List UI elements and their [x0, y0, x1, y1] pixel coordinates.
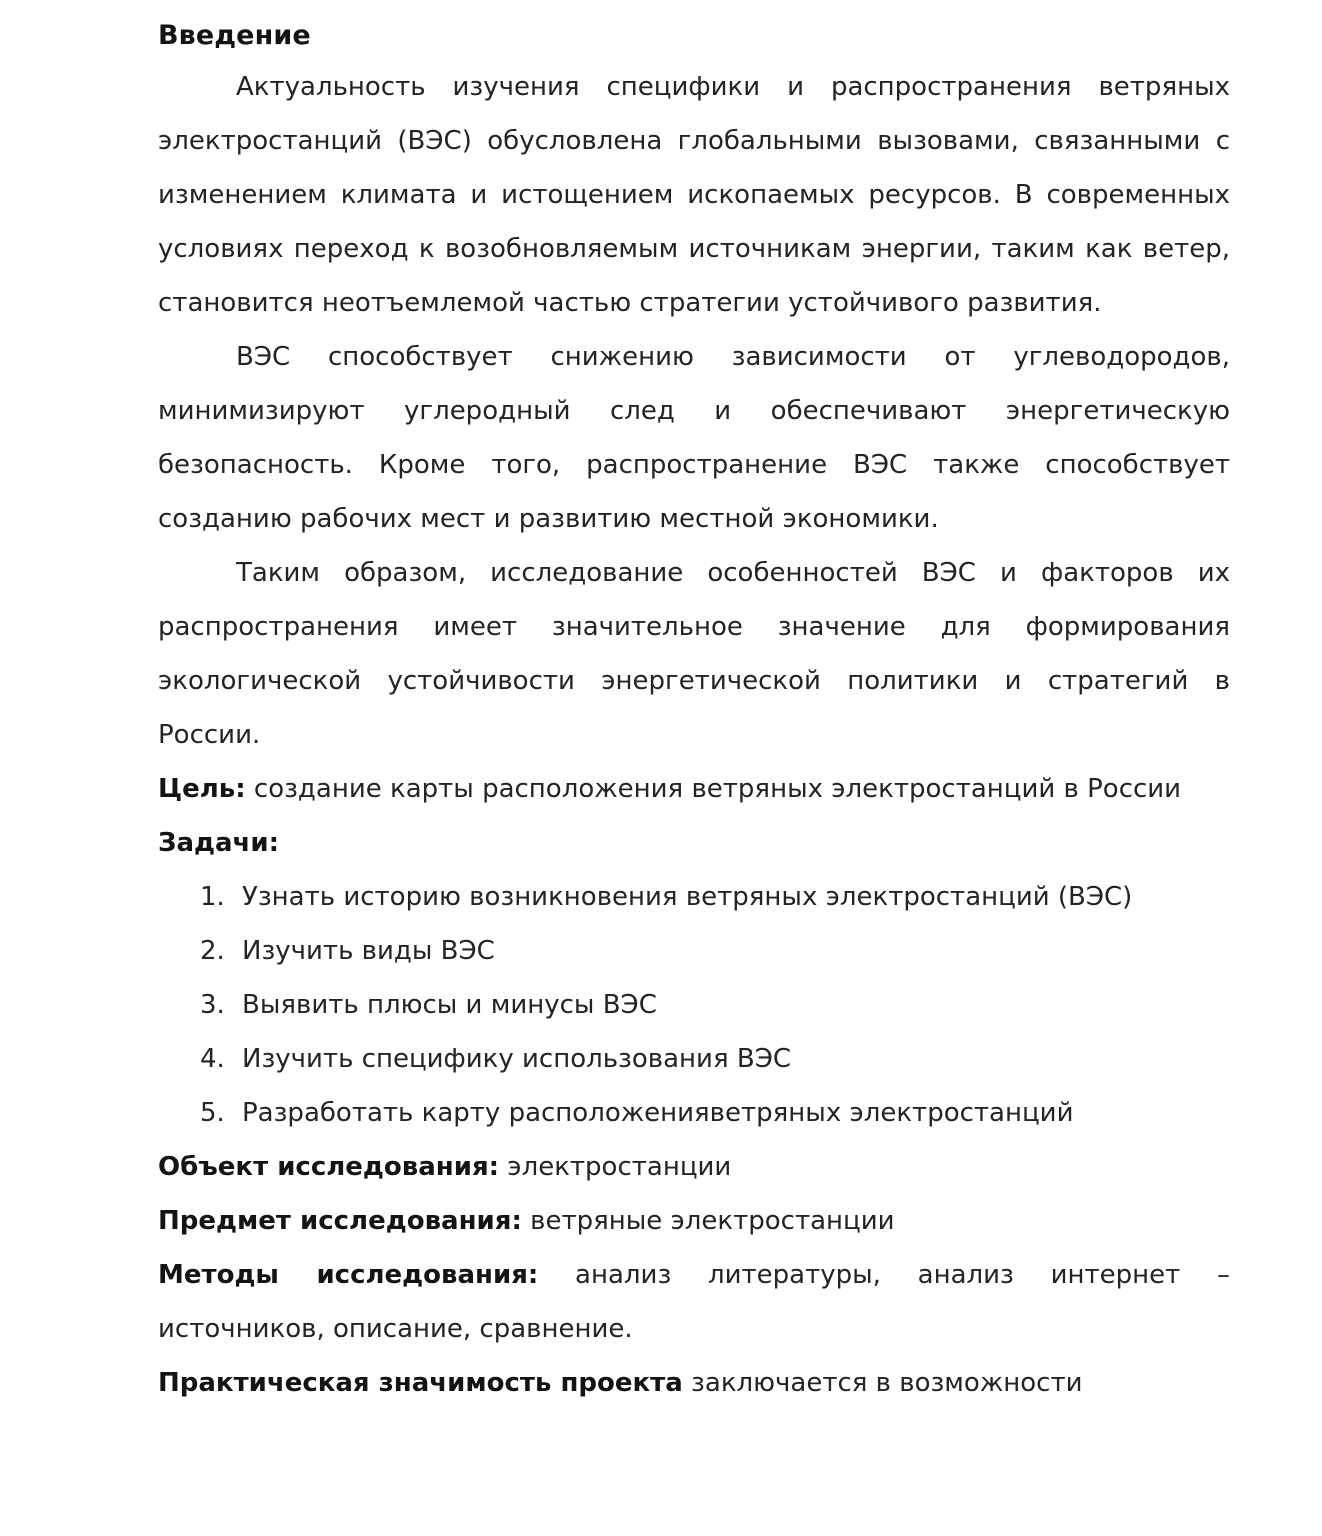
subject-text: ветряные электростанции: [521, 1206, 895, 1236]
list-item: Изучить специфику использования ВЭС: [242, 1044, 791, 1074]
methods-line: [158, 1248, 1230, 1356]
object-label: Объект исследования:: [158, 1152, 500, 1182]
tasks-list: [158, 870, 1230, 1140]
tasks-label-line: [158, 816, 1230, 870]
list-item: Изучить виды ВЭС: [242, 936, 495, 966]
document-body: [158, 18, 1230, 1410]
goal-text: создание карты расположения ветряных электростанций в России: [245, 774, 1182, 804]
page-title: Введение: [158, 20, 311, 51]
object-line: [158, 1140, 1230, 1194]
methods-text: анализ литературы, анализ интернет – источников, описание, сравнение.: [158, 1260, 1230, 1344]
significance-text: заключается в возможности: [682, 1368, 1083, 1398]
tasks-label: Задачи:: [158, 828, 280, 858]
paragraph-conclusion: Таким образом, исследование особенностей ВЭС и факторов их распространения имеет значительное значение для формирования экологической устойчивости энергетической политики и стратегий в России.: [158, 558, 1230, 750]
goal-label: Цель:: [158, 774, 246, 804]
goal-line: [158, 762, 1230, 816]
list-item: Разработать карту расположенияветряных электростанций: [242, 1098, 1074, 1128]
list-item: Узнать историю возникновения ветряных электростанций (ВЭС): [242, 882, 1133, 912]
methods-label: Методы исследования:: [158, 1260, 539, 1290]
list-item: Выявить плюсы и минусы ВЭС: [242, 990, 657, 1020]
object-text: электростанции: [499, 1152, 732, 1182]
subject-line: [158, 1194, 1230, 1248]
paragraph-benefits: ВЭС способствует снижению зависимости от углеводородов, минимизируют углеродный след и обеспечивают энергетическую безопасность. Кроме того, распространение ВЭС также способствует созданию рабочих мест и развитию местной экономики.: [158, 342, 1230, 534]
paragraph-relevance: Актуальность изучения специфики и распространения ветряных электростанций (ВЭС) обусловлена глобальными вызовами, связанными с изменением климата и истощением ископаемых ресурсов. В современных условиях переход к возобновляемым источникам энергии, таким как ветер, становится неотъемлемой частью стратегии устойчивого развития.: [158, 72, 1230, 318]
significance-label: Практическая значимость проекта: [158, 1368, 683, 1398]
significance-line: [158, 1356, 1230, 1410]
subject-label: Предмет исследования:: [158, 1206, 522, 1236]
